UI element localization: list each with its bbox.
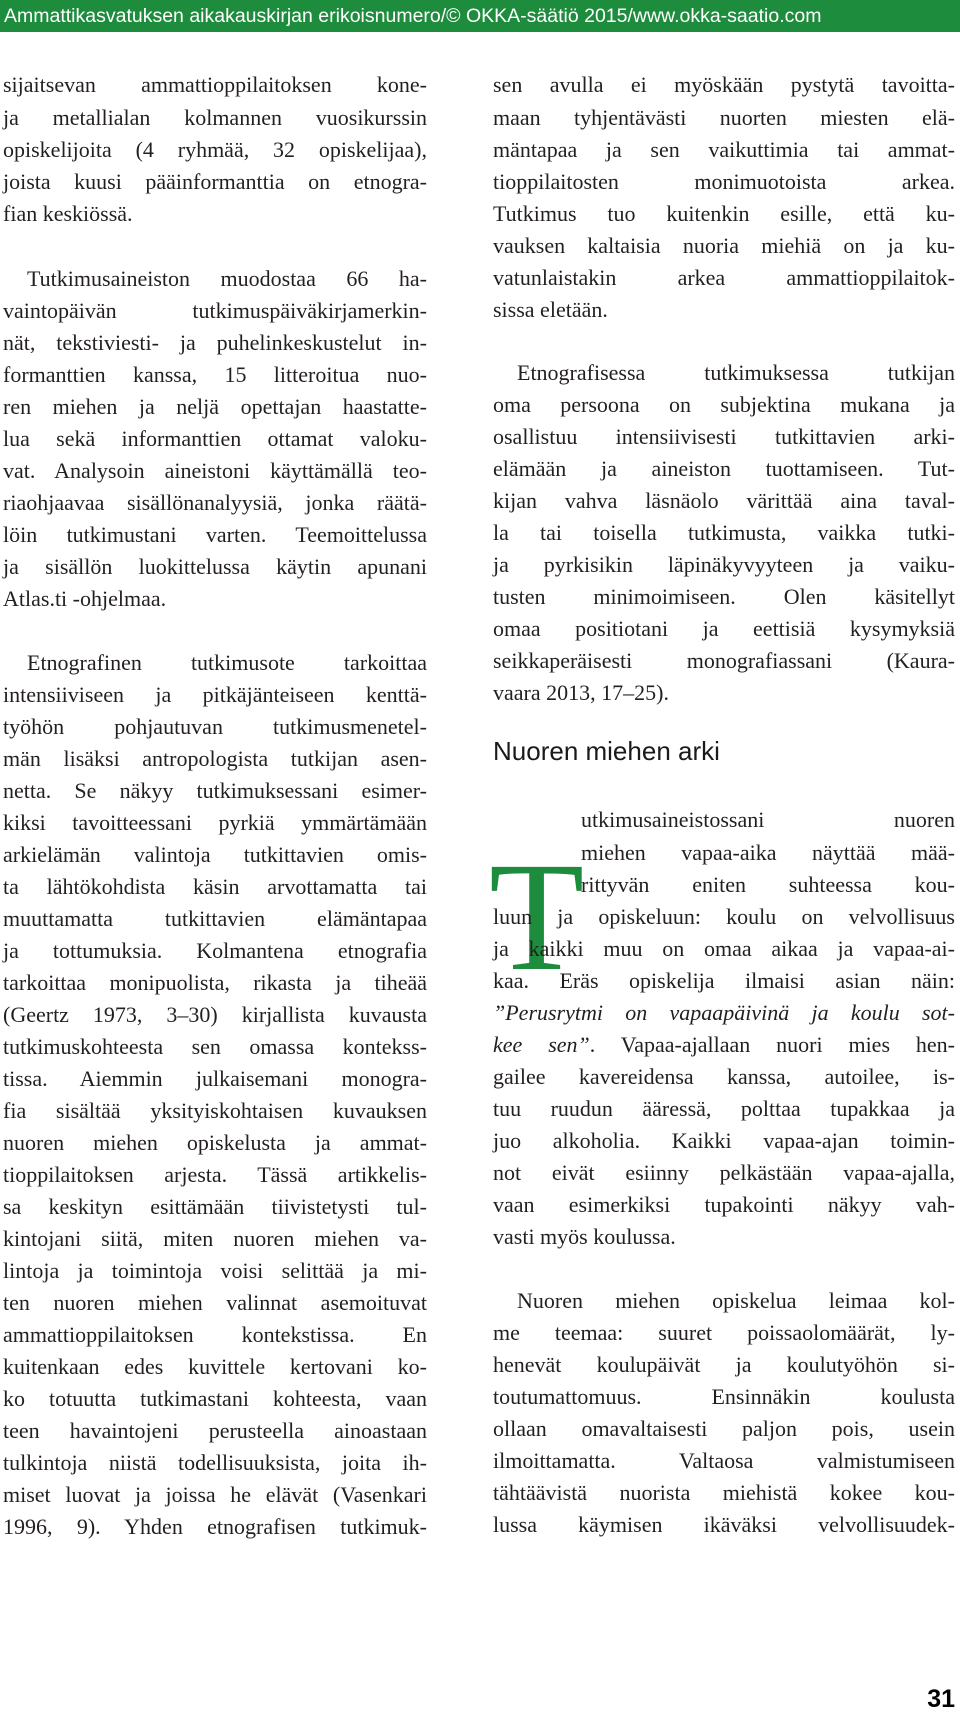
text-line: 1996, 9). Yhden etnografisen tutkimuk-: [3, 1514, 427, 1539]
text-line: työhön pohjautuvan tutkimusmenetel-: [3, 714, 427, 739]
text-line: vaan esimerkiksi tupakointi näkyy vah-: [493, 1192, 955, 1217]
text-line: nuoren miehen opiskelusta ja ammat-: [3, 1130, 427, 1155]
text-line: toutumattomuus. Ensinnäkin koulusta: [493, 1384, 955, 1409]
text-line: Tutkimusaineiston muodostaa 66 ha-: [27, 266, 427, 291]
text-line: osallistuu intensiivisesti tutkittavien arki-: [493, 424, 955, 449]
text-line: lussa käymisen ikäväksi velvollisuudek-: [493, 1512, 955, 1537]
text-line: Etnografisessa tutkimuksessa tutkijan: [517, 360, 955, 385]
text-line: maan tyhjentävästi nuorten miesten elä-: [493, 105, 955, 130]
text-line: mäntapaa ja sen vaikuttimia tai ammat-: [493, 137, 955, 162]
text-line: män lisäksi antropologista tutkijan asen-: [3, 746, 427, 771]
text-line: ja sisällön luokittelussa käytin apunani: [3, 554, 427, 579]
text-line: joista kuusi pääinformanttia on etnogra-: [3, 169, 427, 194]
text-line: ja metallialan kolmannen vuosikurssin: [3, 105, 427, 130]
text-line: oma persoona on subjektina mukana ja: [493, 392, 955, 417]
text-line: ren miehen ja neljä opettajan haastatte-: [3, 394, 427, 419]
text-line: muuttamatta tutkittavien elämäntapaa: [3, 906, 427, 931]
text-line: vasti myös koulussa.: [493, 1224, 676, 1249]
text-line: (Geertz 1973, 3–30) kirjallista kuvausta: [3, 1002, 427, 1027]
text-line: ilmoittamatta. Valtaosa valmistumiseen: [493, 1448, 955, 1473]
text-line: henevät koulupäivät ja koulutyöhön si-: [493, 1352, 955, 1377]
text-line: seikkaperäisesti monografiassani (Kaura-: [493, 648, 955, 673]
text-line: nät, tekstiviesti- ja puhelinkeskustelut in-: [3, 330, 427, 355]
text-line: kijan vahva läsnäolo värittää aina taval-: [493, 488, 955, 513]
text-line: tulkintoja niistä todellisuuksista, joita ih-: [3, 1450, 427, 1475]
text-line: kaa. Eräs opiskelija ilmaisi asian näin:: [493, 968, 955, 993]
text-line: elämään ja aineiston tuottamiseen. Tut-: [493, 456, 955, 481]
text-line: miehen vapaa-aika näyttää mää-: [581, 840, 955, 865]
text-line: opiskelijoita (4 ryhmää, 32 opiskelijaa),: [3, 137, 427, 162]
text-line: sissa eletään.: [493, 297, 608, 322]
text-line: arkielämän valintoja tutkittavien omis-: [3, 842, 427, 867]
text-line: ja kaikki muu on omaa aikaa ja vapaa-ai-: [493, 936, 955, 961]
drop-cap: T: [489, 830, 585, 1003]
text-line: la tai toisella tutkimusta, vaikka tutki-: [493, 520, 955, 545]
text-line: ”Perusrytmi on vapaapäivinä ja koulu sot-: [493, 1000, 955, 1025]
text-line: ollaan omavaltaisesti paljon pois, usein: [493, 1416, 955, 1441]
text-line: ta lähtökohdista käsin arvottamatta tai: [3, 874, 427, 899]
text-line: tuu ruudun ääressä, polttaa tupakkaa ja: [493, 1096, 955, 1121]
text-line: sijaitsevan ammattioppilaitoksen kone-: [3, 72, 427, 97]
text-line: tusten minimoimiseen. Olen käsitellyt: [493, 584, 955, 609]
text-line: vat. Analysoin aineistoni käyttämällä teo-: [3, 458, 427, 483]
text-line: fia sisältää yksityiskohtaisen kuvauksen: [3, 1098, 427, 1123]
text-line: tissa. Aiemmin julkaisemani monogra-: [3, 1066, 427, 1091]
text-line: riaohjaavaa sisällönanalyysiä, jonka räätä-: [3, 490, 427, 515]
text-line: fian keskiössä.: [3, 201, 133, 226]
text-line: kee sen”. Vapaa-ajallaan nuori mies hen-: [493, 1032, 956, 1057]
text-line: lintoja ja toimintoja voisi selittää ja mi-: [3, 1258, 427, 1283]
text-line: kuitenkaan edes kuvittele kertovani ko-: [3, 1354, 427, 1379]
text-line: tutkimuskohteesta sen omassa kontekss-: [3, 1034, 427, 1059]
text-line: me teemaa: suuret poissaolomäärät, ly-: [493, 1320, 955, 1345]
text-line: vaara 2013, 17–25).: [493, 680, 669, 705]
text-line: kintojani siitä, miten nuoren miehen va-: [3, 1226, 427, 1251]
text-line: sa keskityn esittämään tiivistetysti tul-: [3, 1194, 427, 1219]
text-line: lua sekä informanttien ottamat valoku-: [3, 426, 427, 451]
text-line: sen avulla ei myöskään pystytä tavoitta-: [493, 72, 955, 97]
text-line: ten nuoren miehen valinnat asemoituvat: [3, 1290, 427, 1315]
text-line: juo alkoholia. Kaikki vapaa-ajan toimin-: [493, 1128, 955, 1153]
text-line: vatunlaistakin arkea ammattioppilaitok-: [493, 265, 955, 290]
text-line: kiksi tavoitteessani pyrkiä ymmärtämään: [3, 810, 427, 835]
text-line: not eivät esiinny pelkästään vapaa-ajalla,: [493, 1160, 955, 1185]
text-line: Etnografinen tutkimusote tarkoittaa: [27, 650, 427, 675]
text-line: tähtäävistä nuorista miehistä kokee kou-: [493, 1480, 955, 1505]
page-number: 31: [927, 1685, 955, 1713]
text-line: Tutkimus tuo kuitenkin esille, että ku-: [493, 201, 955, 226]
text-line: netta. Se näkyy tutkimuksessani esimer-: [3, 778, 427, 803]
text-line: miset luovat ja joissa he elävät (Vasenkari: [3, 1482, 427, 1507]
text-line: utkimusaineistossani nuoren: [581, 807, 955, 832]
text-line: rittyvän eniten suhteessa kou-: [581, 872, 955, 897]
text-line: Atlas.ti -ohjelmaa.: [3, 586, 167, 611]
text-line: formanttien kanssa, 15 litteroitua nuo-: [3, 362, 427, 387]
text-line: intensiiviseen ja pitkäjänteiseen kenttä-: [3, 682, 427, 707]
text-line: luun ja opiskeluun: koulu on velvollisuus: [493, 904, 955, 929]
text-line: tioppilaitosten monimuotoista arkea.: [493, 169, 955, 194]
text-line: teen havaintojeni perusteella ainoastaan: [3, 1418, 427, 1443]
text-line: omaa positiotani ja eettisiä kysymyksiä: [493, 616, 955, 641]
text-line: tarkoittaa monipuolista, rikasta ja tiheää: [3, 970, 427, 995]
text-line: ja pyrkisikin läpinäkyvyyteen ja vaiku-: [493, 552, 955, 577]
text-line: ko totuutta tutkimastani kohteesta, vaan: [3, 1386, 427, 1411]
text-line: Nuoren miehen opiskelua leimaa kol-: [517, 1288, 955, 1313]
text-line: ammattioppilaitoksen kontekstissa. En: [3, 1322, 427, 1347]
text-line: gailee kavereidensa kanssa, autoilee, is-: [493, 1064, 955, 1089]
text-line: löin tutkimustani varten. Teemoittelussa: [3, 522, 427, 547]
text-line: tioppilaitoksen arjesta. Tässä artikkelis-: [3, 1162, 427, 1187]
text-line: vaintopäivän tutkimuspäiväkirjamerkin-: [3, 298, 427, 323]
section-heading: Nuoren miehen arki: [493, 736, 720, 766]
text-line: vauksen kaltaisia nuoria miehiä on ja ku-: [493, 233, 955, 258]
text-line: ja tottumuksia. Kolmantena etnografia: [3, 938, 427, 963]
journal-header: Ammattikasvatuksen aikakauskirjan erikoisnumero/© OKKA-säätiö 2015/www.okka-saatio.com: [0, 0, 960, 32]
